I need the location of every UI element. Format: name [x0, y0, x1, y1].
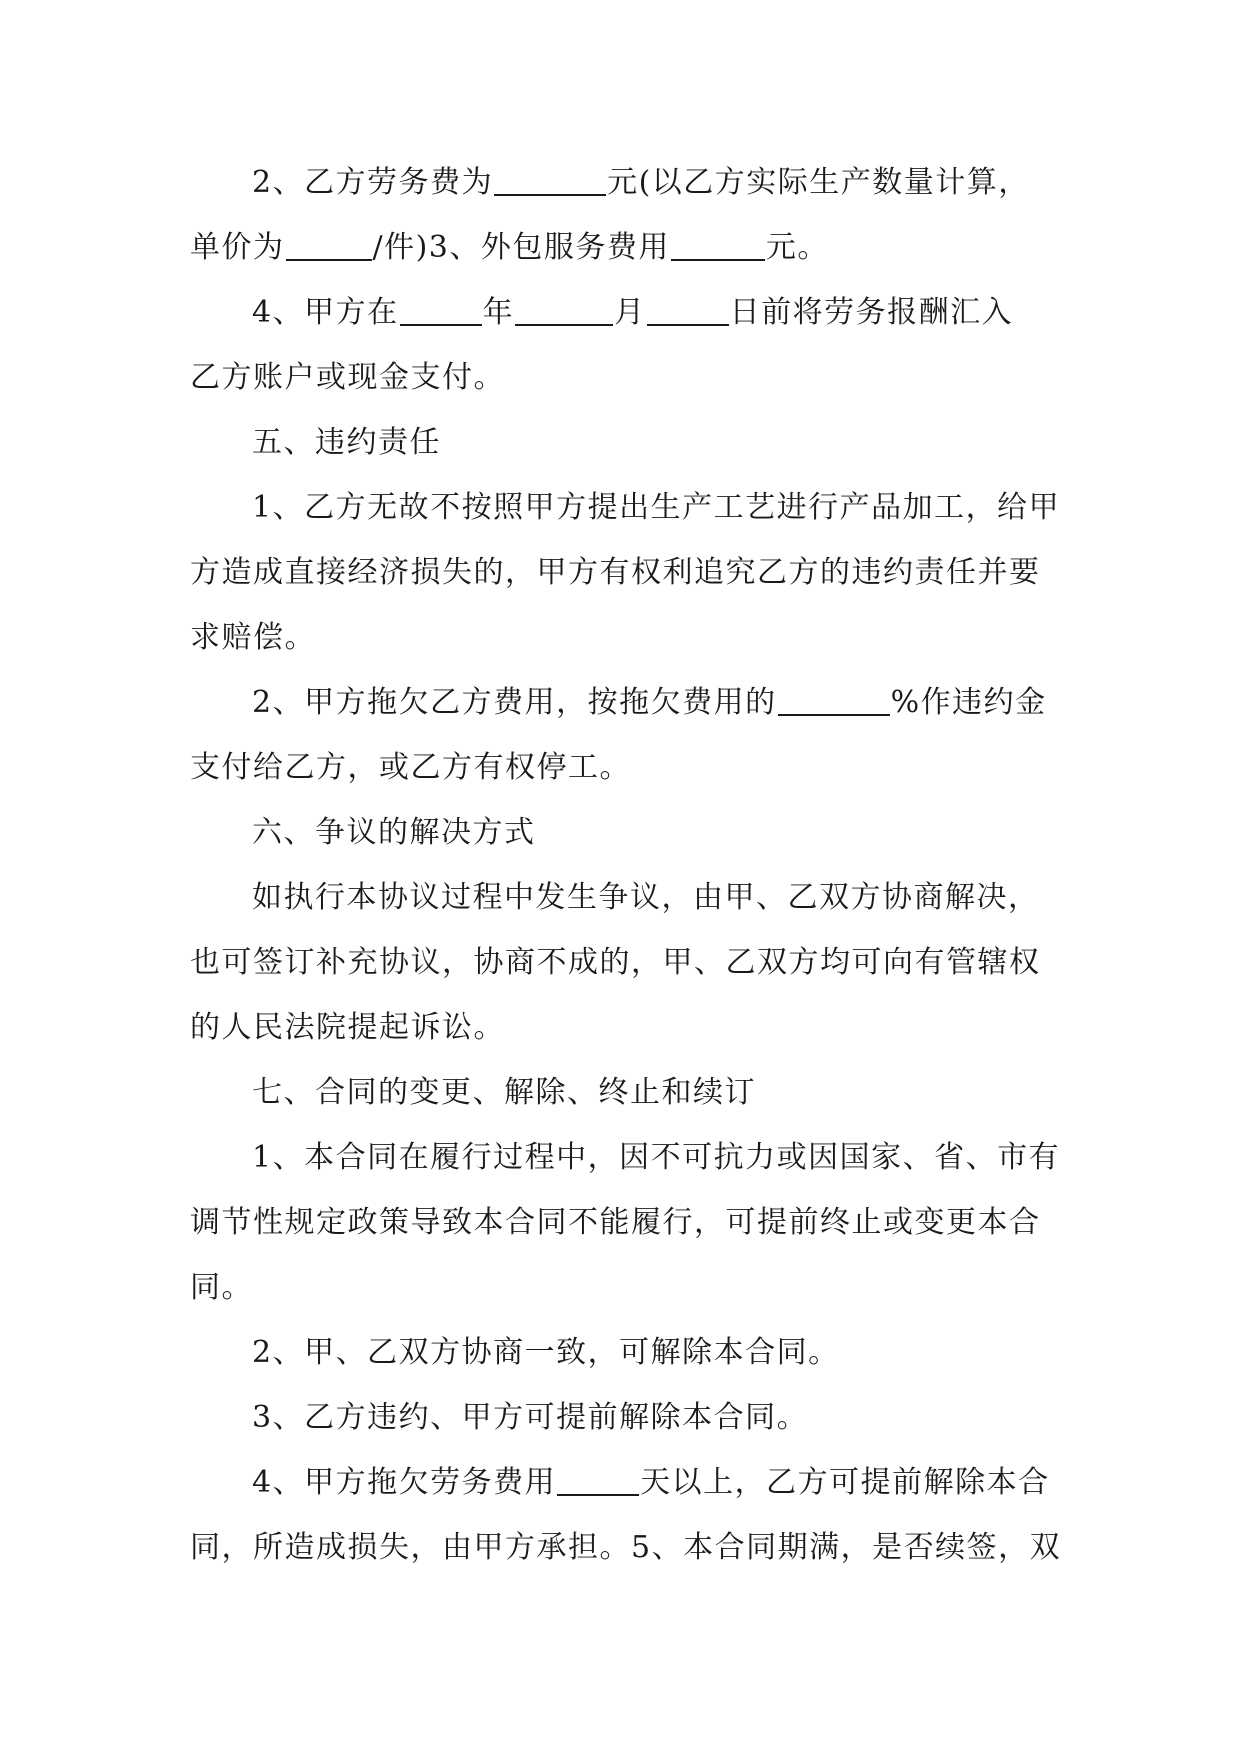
text: 4、甲方拖欠劳务费用	[252, 1465, 557, 1500]
fill-in-blank[interactable]	[647, 292, 729, 326]
text: /件)3、外包服务费用	[372, 230, 670, 265]
fill-in-blank[interactable]	[494, 162, 606, 196]
dispute-clause-line-3: 的人民法院提起诉讼。	[190, 1010, 505, 1045]
change-clause-1-line-1: 1、本合同在履行过程中，因不可抗力或因国家、省、市有	[252, 1140, 1061, 1175]
fill-in-blank[interactable]	[778, 682, 890, 716]
fill-in-blank[interactable]	[286, 227, 372, 261]
breach-clause-1-line-3: 求赔偿。	[190, 620, 316, 655]
fill-in-blank[interactable]	[400, 292, 482, 326]
breach-clause-1-line-2: 方造成直接经济损失的，甲方有权利追究乙方的违约责任并要	[190, 555, 1041, 590]
change-clause-1-line-2: 调节性规定政策导致本合同不能履行，可提前终止或变更本合	[190, 1205, 1041, 1240]
text: %作违约金	[890, 685, 1047, 720]
fee-clause-line-1	[190, 150, 1052, 215]
change-clause-3: 3、乙方违约、甲方可提前解除本合同。	[252, 1400, 809, 1435]
change-clause-4-line-1	[190, 1450, 1052, 1515]
text: 天以上，乙方可提前解除本合	[640, 1465, 1050, 1500]
section-heading-dispute: 六、争议的解决方式	[252, 815, 536, 850]
section-heading-breach: 五、违约责任	[252, 425, 441, 460]
text: 单价为	[190, 230, 285, 265]
text: 2、乙方劳务费为	[252, 165, 494, 200]
dispute-clause-line-1: 如执行本协议过程中发生争议，由甲、乙双方协商解决，	[252, 880, 1040, 915]
breach-clause-2-line-2: 支付给乙方，或乙方有权停工。	[190, 750, 631, 785]
text: 元(以乙方实际生产数量计算，	[607, 165, 1030, 200]
text: 年	[482, 295, 515, 330]
change-clause-1-line-3: 同。	[190, 1270, 253, 1305]
breach-clause-1-line-1: 1、乙方无故不按照甲方提出生产工艺进行产品加工，给甲	[252, 490, 1061, 525]
breach-clause-2-line-1	[190, 670, 1052, 735]
payment-clause-line-1	[190, 280, 1052, 345]
text: 元。	[765, 230, 829, 265]
text: 日前将劳务报酬汇入	[729, 295, 1014, 330]
payment-clause-line-2: 乙方账户或现金支付。	[190, 360, 505, 395]
section-heading-contract-change: 七、合同的变更、解除、终止和续订	[252, 1075, 756, 1110]
text: 4、甲方在	[252, 295, 399, 330]
dispute-clause-line-2: 也可签订补充协议，协商不成的，甲、乙双方均可向有管辖权	[190, 945, 1041, 980]
fill-in-blank[interactable]	[557, 1462, 639, 1496]
text: 2、甲方拖欠乙方费用，按拖欠费用的	[252, 685, 777, 720]
fill-in-blank[interactable]	[515, 292, 613, 326]
change-clause-4-line-2: 同，所造成损失，由甲方承担。5、本合同期满，是否续签，双	[190, 1530, 1062, 1565]
change-clause-2: 2、甲、乙双方协商一致，可解除本合同。	[252, 1335, 840, 1370]
text: 月	[614, 295, 646, 330]
fill-in-blank[interactable]	[671, 227, 765, 261]
document-page	[190, 150, 1062, 1580]
fee-clause-line-2	[190, 215, 1052, 280]
